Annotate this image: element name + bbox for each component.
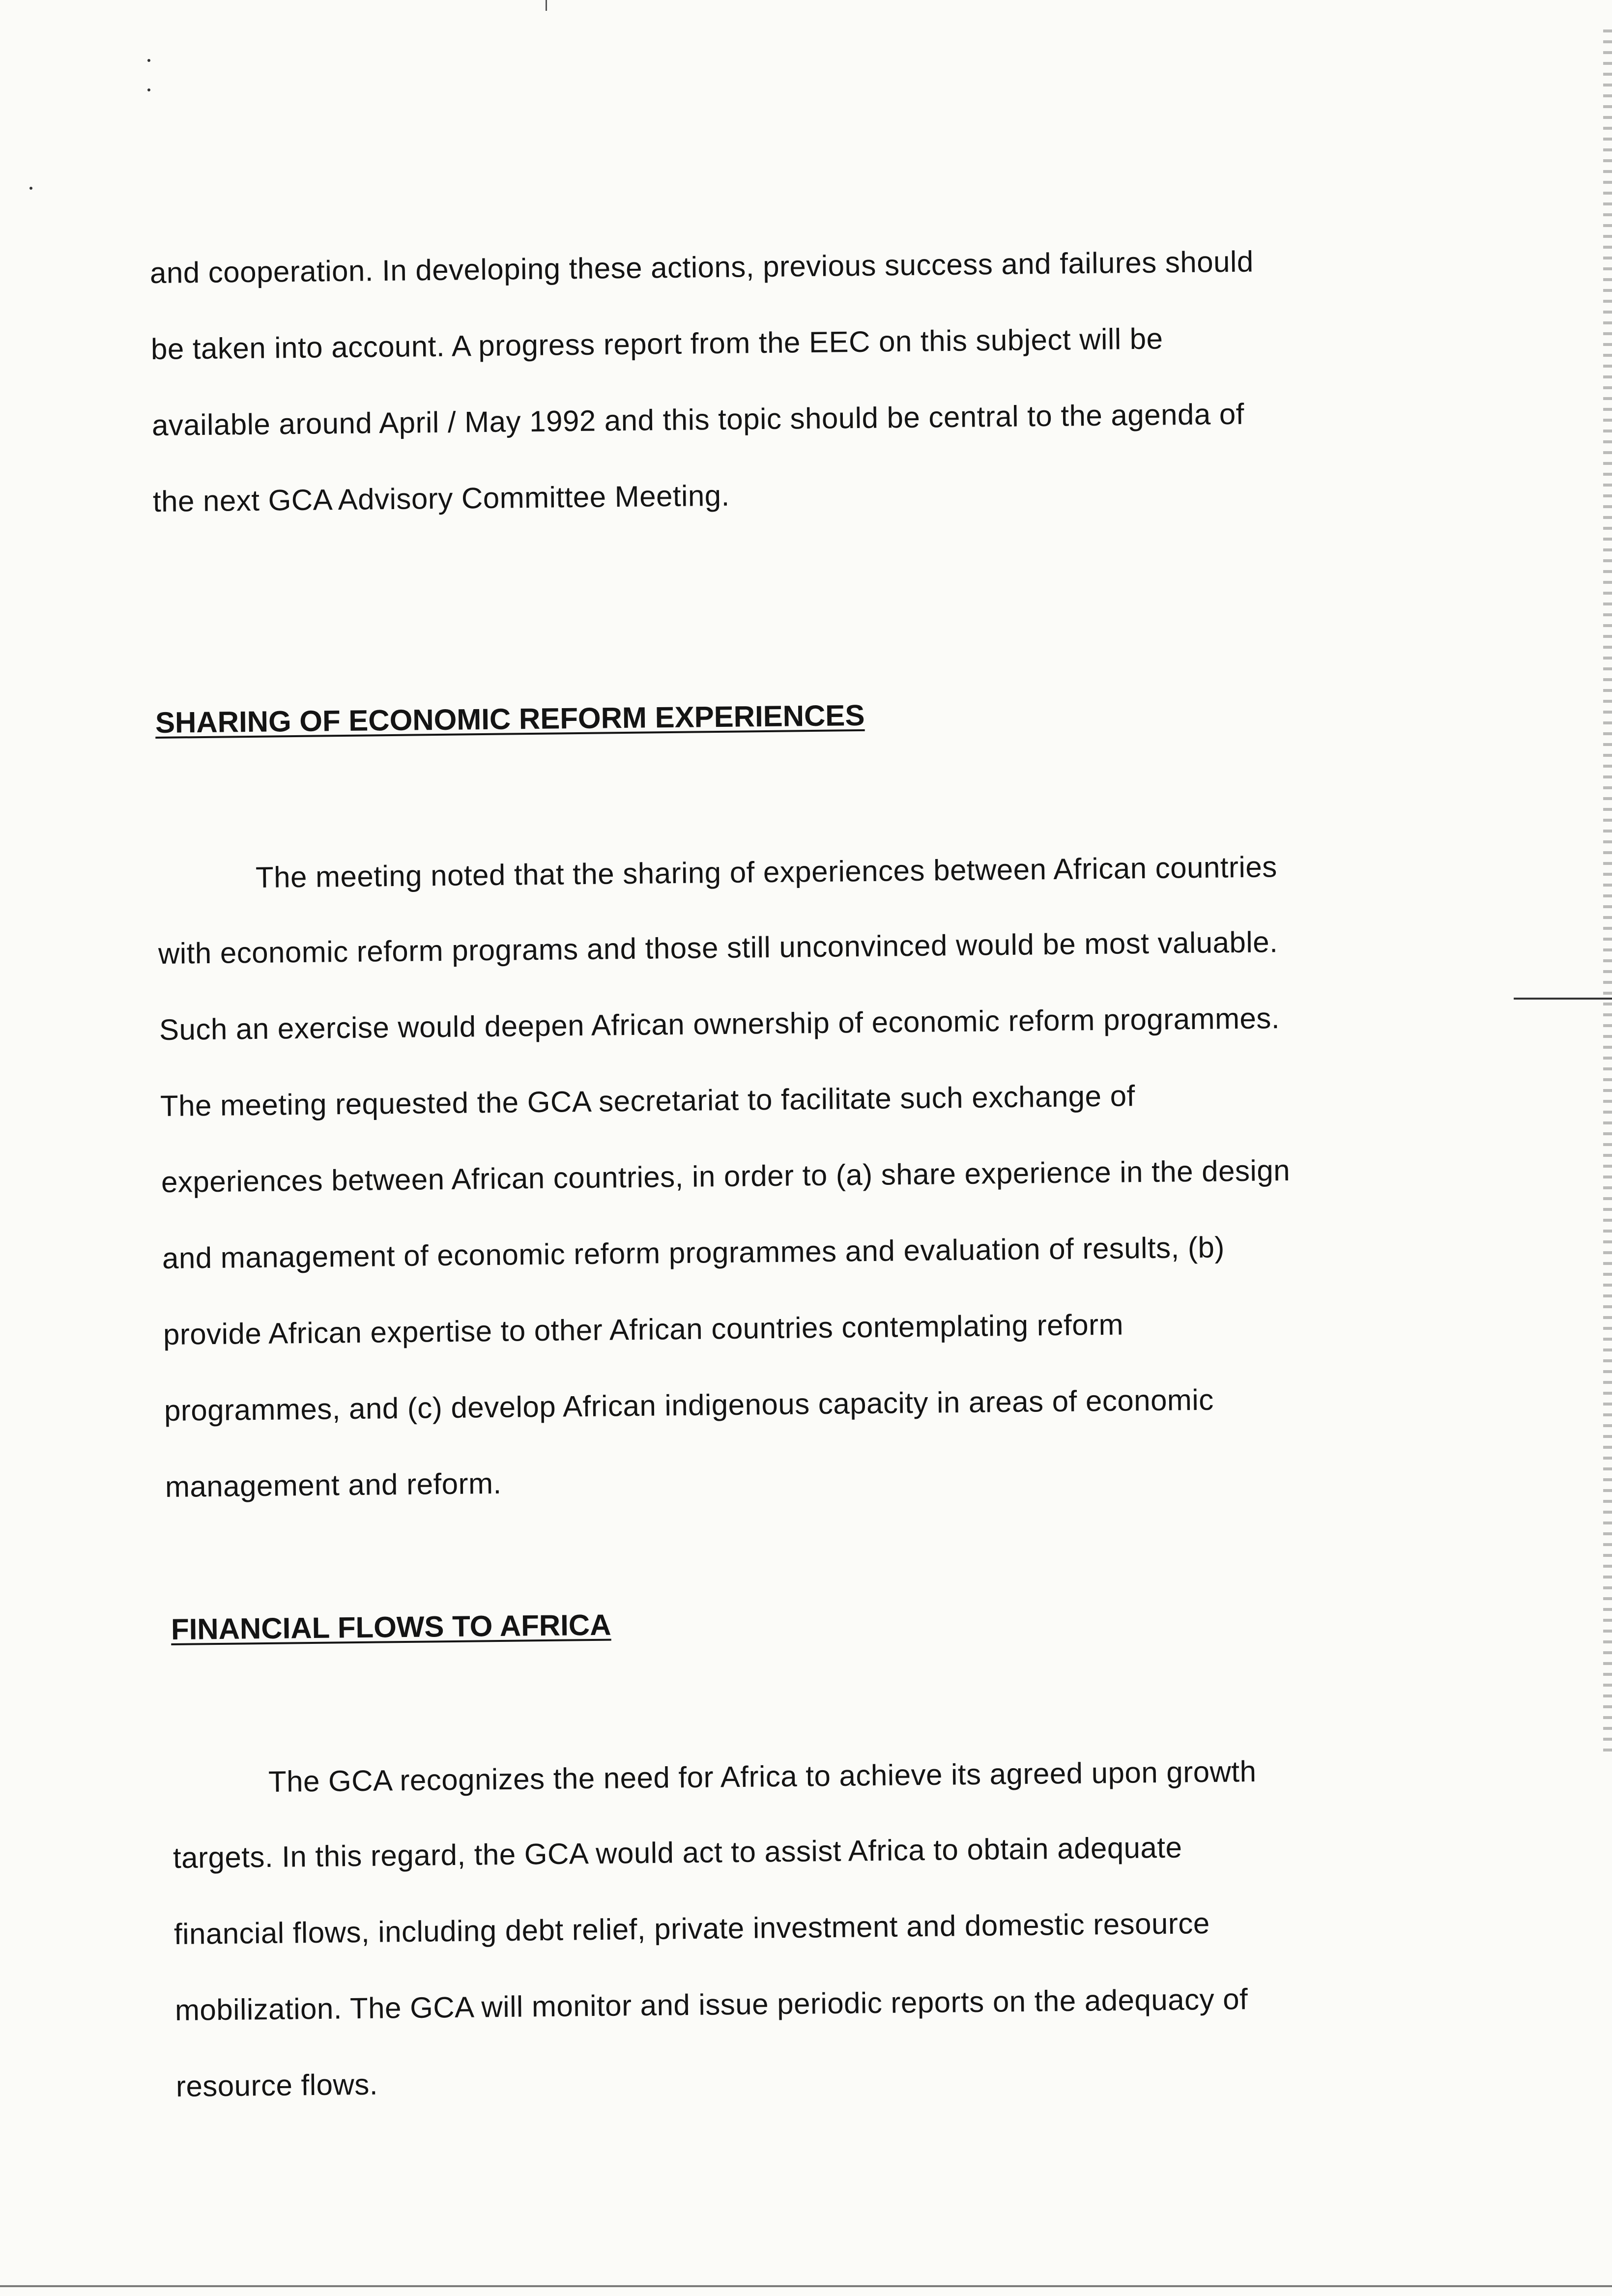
text-line: financial flows, including debt relief, private investment and domestic resource <box>173 1906 1210 1951</box>
scan-mark <box>546 0 547 11</box>
text-line: available around April / May 1992 and this topic should be central to the agenda of <box>151 397 1245 442</box>
section-heading: SHARING OF ECONOMIC REFORM EXPERIENCES <box>155 698 865 739</box>
scan-edge-noise <box>1603 29 1612 1759</box>
text-line: The GCA recognizes the need for Africa to achieve its agreed upon growth <box>268 1754 1257 1798</box>
text-line: be taken into account. A progress report from the EEC on this subject will be <box>150 322 1163 366</box>
scan-speck <box>147 88 150 91</box>
text-line: resource flows. <box>175 2067 378 2103</box>
text-line: experiences between African countries, in order to (a) share experience in the design <box>161 1153 1291 1199</box>
text-line: the next GCA Advisory Committee Meeting. <box>152 479 730 518</box>
section-heading: FINANCIAL FLOWS TO AFRICA <box>171 1608 611 1646</box>
text-line: programmes, and (c) develop African indigenous capacity in areas of economic <box>164 1383 1214 1427</box>
text-line: Such an exercise would deepen African ownership of economic reform programmes. <box>159 1002 1280 1046</box>
text-line: with economic reform programs and those still unconvinced would be most valuable. <box>158 925 1278 970</box>
text-line: provide African expertise to other African countries contemplating reform <box>163 1308 1124 1351</box>
text-line: The meeting requested the GCA secretariat to facilitate such exchange of <box>160 1079 1136 1122</box>
scan-speck <box>147 59 150 62</box>
text-line: and management of economic reform programmes and evaluation of results, (b) <box>162 1231 1225 1275</box>
text-line: and cooperation. In developing these actions, previous success and failures should <box>149 245 1254 289</box>
text-line: management and reform. <box>165 1466 502 1503</box>
text-line: mobilization. The GCA will monitor and issue periodic reports on the adequacy of <box>174 1982 1248 2027</box>
text-line: targets. In this regard, the GCA would act to assist Africa to obtain adequate <box>173 1831 1182 1874</box>
text-line: The meeting noted that the sharing of experiences between African countries <box>255 850 1277 894</box>
scan-speck <box>29 187 32 190</box>
scan-edge-dash <box>1514 998 1612 1000</box>
scan-bottom-rule <box>0 2285 1612 2287</box>
